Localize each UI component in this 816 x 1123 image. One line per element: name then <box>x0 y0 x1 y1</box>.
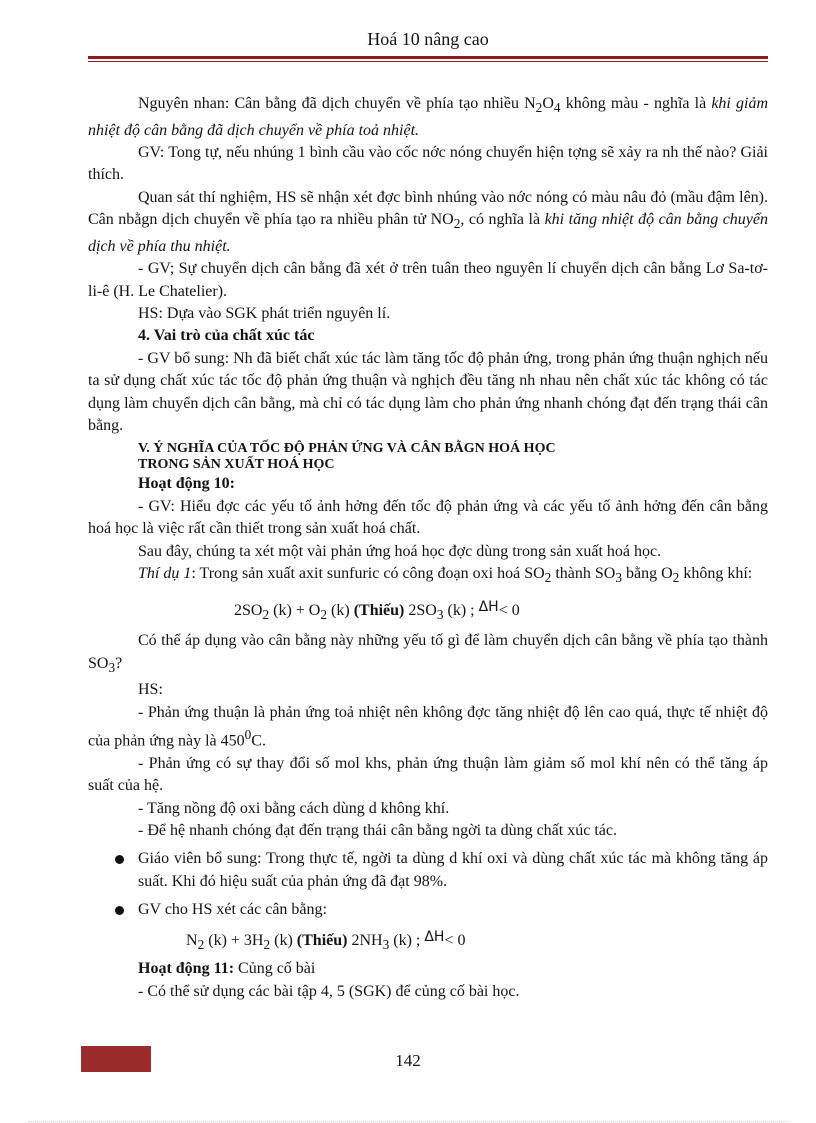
paragraph-observation: Quan sát thí nghiệm, HS sẽ nhận xét đợc bình nhúng vào nớc nóng có màu nâu đỏ (mầu đậm lên). Cân nbằgn dịch chuyển về phía tạo ra nhiều phân tử $NO_2$, có nghĩa là khi tăng nhiệt độ cân bằng chuyển dịch về phía thu nhiệt. <box>88 188 769 255</box>
paragraph-examples-intro: Sau đây, chúng ta xét một vài phản ứng hoá học đợc dùng trong sản xuất hoá học. <box>138 542 662 560</box>
section-title-line2: TRONG SẢN XUẤT HOÁ HỌC <box>138 457 335 473</box>
missing-arrow-label: (Thiếu) <box>353 601 405 619</box>
paragraph-gv-factors: - GV: Hiểu đợc các yếu tố ảnh hởng đến tốc độ phản ứng và các yếu tố ảnh hởng đến cân bằng hoá học là việc rất cần thiết trong sản xuất hoá chất. <box>88 497 768 538</box>
missing-arrow-label: (Thiếu) <box>296 931 348 949</box>
bullet-item-equilibria: GV cho HS xét các cân bằng: <box>88 899 768 921</box>
activity-11-heading: Hoạt động 11: Củng cố bài <box>138 960 316 978</box>
paragraph-hs-label: HS: <box>138 681 163 699</box>
paragraph-hs-principle: HS: Dựa vào SGK phát triển nguyên lí. <box>138 305 391 323</box>
paragraph-exothermic: - Phản ứng thuận là phản ứng toả nhiệt nên không đợc tăng nhiệt độ lên cao quá, thực tế nhiệt độ của phản ứng này là $450^0C$. <box>88 703 768 750</box>
paragraph-question-so3: Có thể áp dụng vào cân bằng này những yếu tố gì để làm chuyển dịch cân bằng về phía tạo thành $SO_3$? <box>88 632 768 675</box>
page-content <box>88 93 768 1003</box>
paragraph-pressure: - Phản ứng có sự thay đổi số mol khs, phản ứng thuận làm giảm số mol khí nên có thể tăng áp suất của hệ. <box>88 754 768 795</box>
page-header-title: Hoá 10 nâng cao <box>367 29 489 49</box>
equation-so3: $2SO_2$ $(k) + O_2$ (k) (Thiếu) $2SO_3$ (k) ; ΔH< 0 <box>234 598 520 622</box>
header-rule-thick <box>88 56 768 59</box>
bullet-dot-icon <box>115 855 124 864</box>
paragraph-gv-question: GV: Tong tự, nếu nhúng 1 bình cầu vào cốc nớc nóng chuyển hiện tợng sẽ xảy ra nh thế nào? Giải thích. <box>88 144 768 184</box>
equation-nh3: $N_2$ $(k) + 3H_2$ (k) (Thiếu) $2NH_3$ (k) ; ΔH< 0 <box>186 928 466 952</box>
page-bottom-border <box>28 1121 788 1122</box>
bullet-dot-icon <box>115 906 124 915</box>
paragraph-le-chatelier: - GV; Sự chuyển dịch cân bằng đã xét ở trên tuân theo nguyên lí chuyển dịch cân bằng Lơ Sa-tơ-li-ê (H. Le Chatelier). <box>88 260 768 300</box>
bullet-item-teacher-note: Giáo viên bổ sung: Trong thực tế, ngời ta dùng d khí oxi và dùng chất xúc tác mà không tăng áp suất. Khi đó hiệu suất của phản ứng đã đạt 98%. <box>88 848 768 893</box>
activity-10-heading: Hoạt động 10: <box>138 475 235 493</box>
paragraph-catalyst: - GV bổ sung: Nh đã biết chất xúc tác làm tăng tốc độ phản ứng, trong phản ứng thuận nghịch nếu ta sử dụng chất xúc tác tốc độ phản ứng thuận và nghịch đều tăng nh nhau nên chất xúc tác không có tác dụng làm chuyển dịch cân bằng, mà chỉ có tác dụng làm cho phản ứng nhanh chóng đạt đến trạng thái cân bằng. <box>88 349 768 435</box>
heading-catalyst-role: 4. Vai trò của chất xúc tác <box>138 327 315 345</box>
paragraph-example-1: Thí dụ 1: Trong sản xuất axit sunfuric có công đoạn oxi hoá $SO_2$ thành $SO_3$ bằng $O_2$ không khí: <box>138 565 753 586</box>
section-title-line1: V. Ý NGHĨA CỦA TỐC ĐỘ PHẢN ỨNG VÀ CÂN BẰGN HOÁ HỌC <box>138 441 556 457</box>
header-rule-thin <box>88 61 768 62</box>
paragraph-catalyst-use: - Để hệ nhanh chóng đạt đến trạng thái cân bằng ngời ta dùng chất xúc tác. <box>138 822 617 840</box>
paragraph-oxygen: - Tăng nồng độ oxi bằng cách dùng d không khí. <box>138 799 450 817</box>
paragraph-exercises: - Có thể sử dụng các bài tập 4, 5 (SGK) để củng cố bài học. <box>138 982 520 1000</box>
page-number: 142 <box>395 1051 421 1070</box>
paragraph-cause: Nguyên nhan: Cân bằng đã dịch chuyển về phía tạo nhiều $N_2O_4$ không màu - nghĩa là khi giảm nhiệt độ cân bằng đã dịch chuyển về phía toả nhiệt. <box>88 95 769 139</box>
